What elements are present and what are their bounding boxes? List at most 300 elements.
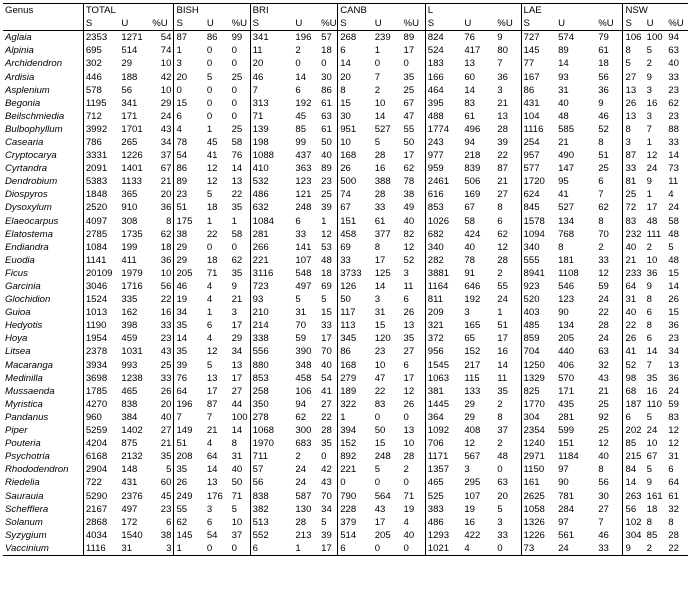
genus-specimen-table bbox=[3, 3, 688, 556]
cell-nsw-s: 52 bbox=[623, 359, 645, 372]
cell-lae-u: 205 bbox=[558, 333, 575, 345]
genus-name: Glochidion bbox=[5, 294, 51, 306]
cell-l-u: 839 bbox=[464, 163, 481, 175]
cell-lae-u: 134 bbox=[558, 320, 575, 332]
cell-bish-u: 21 bbox=[206, 425, 218, 437]
table-row bbox=[3, 136, 688, 149]
cell-lae-u: 585 bbox=[558, 123, 575, 135]
cell-bri-pctu: 35 bbox=[321, 438, 332, 450]
cell-bish-pctu: 9 bbox=[231, 281, 237, 293]
cell-nsw-s: 3 bbox=[623, 136, 645, 149]
cell-l-s: 956 bbox=[425, 345, 462, 358]
cell-bish-pctu: 29 bbox=[231, 333, 243, 345]
group-header-bish: BISH bbox=[174, 4, 250, 18]
cell-canb-u: 50 bbox=[374, 425, 386, 437]
cell-l-s: 282 bbox=[425, 254, 462, 267]
cell-l-u: 152 bbox=[464, 346, 481, 358]
cell-total-pctu: 21 bbox=[160, 438, 172, 450]
cell-bri-pctu: 15 bbox=[321, 307, 332, 319]
cell-l-s: 340 bbox=[425, 241, 462, 254]
cell-canb-u: 28 bbox=[374, 189, 386, 201]
cell-lae-pctu: 8 bbox=[598, 215, 604, 227]
cell-lae-s: 2354 bbox=[521, 424, 556, 437]
cell-l-pctu: 21 bbox=[497, 176, 508, 188]
cell-bri-pctu: 70 bbox=[321, 490, 332, 502]
subheader-nsw-u: U bbox=[645, 17, 667, 31]
cell-total-s: 3934 bbox=[83, 359, 119, 372]
cell-lae-pctu: 12 bbox=[598, 267, 609, 279]
cell-lae-pctu: 92 bbox=[598, 411, 609, 423]
cell-lae-s: 77 bbox=[521, 57, 556, 70]
cell-canb-s: 10 bbox=[338, 136, 373, 149]
cell-total-s: 1013 bbox=[83, 306, 119, 319]
cell-bish-s: 145 bbox=[174, 529, 205, 542]
cell-canb-s: 152 bbox=[338, 437, 373, 450]
cell-nsw-u: 8 bbox=[646, 516, 652, 528]
cell-bish-u: 12 bbox=[206, 163, 218, 175]
cell-bish-s: 35 bbox=[174, 345, 205, 358]
cell-bri-pctu: 17 bbox=[321, 333, 332, 345]
cell-total-u: 514 bbox=[121, 45, 138, 57]
cell-canb-s: 30 bbox=[338, 110, 373, 123]
cell-l-s: 853 bbox=[425, 201, 462, 214]
cell-bri-pctu: 22 bbox=[321, 411, 332, 423]
group-header-lae: LAE bbox=[521, 4, 623, 18]
cell-bri-pctu: 40 bbox=[321, 150, 332, 162]
table-row bbox=[3, 84, 688, 97]
cell-lae-pctu: 6 bbox=[598, 176, 604, 188]
cell-total-s: 5259 bbox=[83, 424, 119, 437]
cell-canb-u: 1 bbox=[374, 45, 381, 57]
cell-canb-s: 126 bbox=[338, 280, 373, 293]
cell-lae-s: 403 bbox=[521, 306, 556, 319]
cell-nsw-pctu: 36 bbox=[668, 372, 679, 384]
cell-bish-u: 3 bbox=[206, 503, 213, 515]
cell-canb-u: 28 bbox=[374, 150, 386, 162]
cell-total-pctu: 10 bbox=[160, 267, 172, 279]
cell-l-u: 3 bbox=[464, 307, 470, 319]
table-row bbox=[3, 306, 688, 319]
cell-lae-s: 1578 bbox=[521, 215, 556, 228]
cell-bish-s: 196 bbox=[174, 398, 205, 411]
cell-bri-s: 556 bbox=[250, 345, 293, 358]
cell-lae-pctu: 61 bbox=[598, 45, 609, 57]
cell-total-u: 1735 bbox=[121, 228, 143, 240]
cell-bish-pctu: 17 bbox=[231, 372, 243, 384]
table-row bbox=[3, 372, 688, 385]
cell-total-s: 3331 bbox=[83, 149, 119, 162]
cell-l-u: 567 bbox=[464, 451, 481, 463]
cell-l-s: 977 bbox=[425, 149, 462, 162]
cell-bish-s: 14 bbox=[174, 332, 205, 345]
cell-l-s: 395 bbox=[425, 97, 462, 110]
group-header-bri: BRI bbox=[250, 4, 338, 18]
cell-bish-u: 54 bbox=[206, 529, 218, 541]
cell-bish-s: 86 bbox=[174, 162, 205, 175]
cell-total-s: 4204 bbox=[83, 437, 119, 450]
cell-nsw-u: 17 bbox=[646, 202, 658, 214]
cell-canb-pctu: 0 bbox=[402, 542, 426, 556]
cell-l-pctu: 33 bbox=[497, 529, 508, 541]
cell-lae-s: 859 bbox=[521, 332, 556, 345]
cell-total-pctu: 18 bbox=[160, 241, 172, 253]
cell-bri-s: 266 bbox=[250, 241, 293, 254]
cell-l-pctu: 0 bbox=[497, 464, 503, 476]
cell-canb-s: 279 bbox=[338, 372, 373, 385]
cell-lae-pctu: 25 bbox=[598, 163, 609, 175]
cell-lae-u: 90 bbox=[558, 477, 569, 489]
cell-nsw-pctu: 23 bbox=[668, 333, 679, 345]
cell-bri-u: 31 bbox=[295, 307, 307, 319]
cell-lae-s: 431 bbox=[521, 97, 556, 110]
cell-canb-s: 20 bbox=[338, 70, 373, 83]
cell-lae-s: 145 bbox=[521, 44, 556, 57]
cell-nsw-u: 36 bbox=[646, 267, 658, 279]
cell-bri-u: 94 bbox=[295, 398, 307, 410]
cell-bri-s: 210 bbox=[250, 306, 293, 319]
cell-bri-u: 248 bbox=[295, 202, 312, 214]
cell-bish-u: 5 bbox=[206, 359, 213, 371]
genus-name: Vaccinium bbox=[3, 542, 83, 556]
cell-nsw-u: 24 bbox=[646, 163, 658, 175]
cell-lae-pctu: 24 bbox=[598, 294, 609, 306]
genus-name: Beilschmiedia bbox=[5, 110, 65, 122]
cell-total-u: 56 bbox=[121, 84, 133, 96]
cell-lae-u: 90 bbox=[558, 307, 569, 319]
cell-nsw-s: 84 bbox=[623, 463, 645, 476]
cell-canb-s: 168 bbox=[338, 149, 373, 162]
cell-bish-u: 86 bbox=[206, 32, 218, 44]
cell-canb-u: 10 bbox=[374, 97, 386, 109]
cell-canb-u: 205 bbox=[374, 529, 391, 541]
cell-bri-pctu: 30 bbox=[321, 71, 332, 83]
cell-total-s: 695 bbox=[83, 44, 119, 57]
cell-bri-pctu: 12 bbox=[321, 228, 332, 240]
cell-nsw-s: 13 bbox=[623, 110, 645, 123]
cell-l-s: 1026 bbox=[425, 215, 462, 228]
cell-lae-pctu: 52 bbox=[598, 123, 609, 135]
cell-nsw-s: 81 bbox=[623, 175, 645, 188]
cell-lae-u: 768 bbox=[558, 228, 575, 240]
cell-l-u: 40 bbox=[464, 241, 476, 253]
genus-name: Asplenium bbox=[5, 84, 50, 96]
cell-total-u: 1716 bbox=[121, 281, 143, 293]
cell-nsw-pctu: 48 bbox=[668, 228, 679, 240]
cell-l-s: 1545 bbox=[425, 359, 462, 372]
cell-bri-pctu: 0 bbox=[321, 451, 327, 463]
cell-canb-s: 8 bbox=[338, 84, 373, 97]
cell-bish-pctu: 8 bbox=[231, 438, 237, 450]
cell-bri-s: 278 bbox=[250, 411, 293, 424]
cell-l-pctu: 62 bbox=[497, 228, 508, 240]
cell-lae-s: 2625 bbox=[521, 489, 556, 502]
cell-canb-u: 15 bbox=[374, 320, 386, 332]
cell-total-pctu: 29 bbox=[160, 97, 172, 109]
cell-l-pctu: 16 bbox=[497, 346, 508, 358]
cell-bish-pctu: 34 bbox=[231, 346, 243, 358]
cell-canb-pctu: 2 bbox=[403, 464, 409, 476]
cell-canb-s: 6 bbox=[338, 542, 373, 556]
cell-bri-s: 1088 bbox=[250, 149, 293, 162]
cell-lae-s: 520 bbox=[521, 293, 556, 306]
cell-bri-u: 196 bbox=[295, 32, 312, 44]
cell-bish-s: 64 bbox=[174, 385, 205, 398]
cell-nsw-pctu: 13 bbox=[668, 359, 679, 371]
cell-bish-pctu: 0 bbox=[231, 84, 237, 96]
cell-canb-u: 0 bbox=[374, 477, 381, 489]
cell-nsw-pctu: 40 bbox=[668, 58, 679, 70]
cell-l-s: 525 bbox=[425, 489, 462, 502]
cell-canb-s: 67 bbox=[338, 201, 373, 214]
cell-bri-pctu: 57 bbox=[321, 32, 332, 44]
cell-lae-s: 825 bbox=[521, 385, 556, 398]
cell-l-pctu: 1 bbox=[497, 307, 503, 319]
cell-canb-pctu: 50 bbox=[403, 136, 415, 148]
cell-total-u: 308 bbox=[121, 215, 138, 227]
cell-l-s: 464 bbox=[425, 84, 462, 97]
cell-lae-u: 284 bbox=[558, 503, 575, 515]
cell-bish-u: 17 bbox=[206, 385, 218, 397]
cell-canb-s: 892 bbox=[338, 450, 373, 463]
cell-nsw-u: 5 bbox=[646, 411, 652, 423]
cell-total-u: 1226 bbox=[121, 150, 143, 162]
cell-total-s: 2378 bbox=[83, 345, 119, 358]
table-row bbox=[3, 542, 688, 556]
cell-total-u: 1979 bbox=[121, 267, 143, 279]
cell-bish-u: 4 bbox=[206, 438, 213, 450]
cell-canb-u: 16 bbox=[374, 163, 386, 175]
cell-total-s: 2868 bbox=[83, 516, 119, 529]
cell-lae-pctu: 7 bbox=[598, 516, 604, 528]
cell-l-u: 29 bbox=[464, 411, 476, 423]
cell-canb-u: 5 bbox=[374, 136, 381, 148]
cell-bri-u: 5 bbox=[295, 294, 301, 306]
cell-bri-pctu: 5 bbox=[321, 516, 327, 528]
cell-canb-pctu: 13 bbox=[403, 425, 415, 437]
genus-name: Schefflera bbox=[5, 503, 49, 515]
cell-bish-s: 55 bbox=[174, 503, 205, 516]
genus-name: Guioa bbox=[5, 307, 31, 319]
cell-l-pctu: 80 bbox=[497, 45, 508, 57]
cell-l-pctu: 48 bbox=[497, 451, 508, 463]
cell-bish-pctu: 25 bbox=[231, 123, 243, 135]
cell-bish-pctu: 58 bbox=[231, 136, 243, 148]
cell-bri-s: 71 bbox=[250, 110, 293, 123]
cell-bish-u: 14 bbox=[206, 464, 218, 476]
cell-l-s: 209 bbox=[425, 306, 462, 319]
table-row bbox=[3, 489, 688, 502]
genus-name: Elatostema bbox=[5, 228, 53, 240]
cell-nsw-u: 9 bbox=[646, 71, 652, 83]
cell-canb-u: 61 bbox=[374, 215, 386, 227]
cell-l-u: 115 bbox=[464, 372, 480, 384]
cell-canb-pctu: 55 bbox=[403, 123, 415, 135]
cell-l-u: 165 bbox=[464, 320, 481, 332]
genus-name: Bulbophyllum bbox=[5, 123, 63, 135]
cell-canb-pctu: 4 bbox=[403, 516, 409, 528]
cell-nsw-pctu: 5 bbox=[668, 241, 674, 253]
subheader-lae-pctu: %U bbox=[596, 17, 623, 31]
cell-lae-pctu: 32 bbox=[598, 359, 609, 371]
cell-lae-u: 574 bbox=[558, 32, 575, 44]
cell-total-pctu: 56 bbox=[160, 281, 172, 293]
cell-canb-pctu: 62 bbox=[403, 163, 415, 175]
cell-bri-u: 85 bbox=[295, 123, 307, 135]
cell-nsw-u: 24 bbox=[646, 425, 658, 437]
cell-bish-u: 87 bbox=[206, 398, 218, 410]
cell-bish-s: 175 bbox=[174, 215, 205, 228]
cell-bri-s: 46 bbox=[250, 70, 293, 83]
cell-canb-s: 345 bbox=[338, 332, 373, 345]
cell-l-u: 83 bbox=[464, 97, 476, 109]
cell-canb-s: 790 bbox=[338, 489, 373, 502]
cell-lae-pctu: 59 bbox=[598, 281, 609, 293]
cell-canb-u: 22 bbox=[374, 385, 386, 397]
cell-bri-u: 390 bbox=[295, 346, 312, 358]
cell-l-u: 506 bbox=[464, 176, 481, 188]
cell-canb-s: 322 bbox=[338, 398, 373, 411]
cell-bri-pctu: 27 bbox=[321, 398, 332, 410]
table-row bbox=[3, 44, 688, 57]
cell-bri-u: 6 bbox=[295, 215, 301, 227]
cell-total-s: 302 bbox=[83, 57, 119, 70]
cell-nsw-s: 232 bbox=[623, 228, 645, 241]
cell-canb-u: 83 bbox=[374, 398, 386, 410]
cell-lae-s: 73 bbox=[521, 542, 556, 556]
cell-canb-pctu: 6 bbox=[403, 359, 409, 371]
genus-name: Dysoxylum bbox=[5, 202, 52, 214]
cell-nsw-pctu: 28 bbox=[668, 529, 679, 541]
cell-bri-u: 24 bbox=[295, 464, 307, 476]
subheader-lae-u: U bbox=[556, 17, 596, 31]
cell-bish-pctu: 3 bbox=[231, 307, 237, 319]
cell-bish-pctu: 13 bbox=[231, 176, 243, 188]
cell-bish-pctu: 25 bbox=[231, 71, 243, 83]
cell-bish-pctu: 37 bbox=[231, 529, 243, 541]
cell-lae-u: 181 bbox=[558, 254, 575, 266]
cell-canb-u: 125 bbox=[374, 267, 391, 279]
cell-canb-u: 239 bbox=[374, 32, 391, 44]
cell-total-pctu: 33 bbox=[160, 320, 172, 332]
header-row-groups bbox=[3, 4, 688, 18]
cell-bish-u: 0 bbox=[206, 110, 213, 122]
cell-bish-s: 35 bbox=[174, 463, 205, 476]
cell-total-u: 1701 bbox=[121, 123, 143, 135]
cell-bri-u: 2 bbox=[295, 451, 301, 463]
cell-l-s: 243 bbox=[425, 136, 462, 149]
cell-nsw-s: 31 bbox=[623, 293, 645, 306]
cell-lae-s: 1094 bbox=[521, 228, 556, 241]
cell-l-s: 1171 bbox=[425, 450, 462, 463]
cell-bish-pctu: 44 bbox=[231, 398, 243, 410]
cell-bish-u: 6 bbox=[206, 320, 213, 332]
cell-canb-s: 50 bbox=[338, 293, 373, 306]
cell-nsw-u: 10 bbox=[646, 438, 658, 450]
genus-name: Ficus bbox=[5, 267, 28, 279]
cell-l-pctu: 5 bbox=[497, 503, 503, 515]
cell-total-pctu: 16 bbox=[160, 307, 172, 319]
cell-nsw-pctu: 23 bbox=[668, 84, 679, 96]
cell-total-u: 1401 bbox=[121, 163, 143, 175]
genus-name: Piper bbox=[5, 425, 28, 437]
cell-lae-u: 97 bbox=[558, 516, 569, 528]
cell-bish-pctu: 0 bbox=[231, 45, 237, 57]
cell-canb-pctu: 25 bbox=[403, 84, 415, 96]
cell-bri-pctu: 5 bbox=[321, 294, 327, 306]
cell-total-s: 712 bbox=[83, 110, 119, 123]
cell-bish-u: 0 bbox=[206, 58, 213, 70]
cell-bish-u: 18 bbox=[206, 254, 218, 266]
cell-l-s: 706 bbox=[425, 437, 462, 450]
cell-lae-u: 171 bbox=[558, 385, 575, 397]
table-row bbox=[3, 241, 688, 254]
cell-nsw-u: 5 bbox=[646, 45, 652, 57]
cell-total-s: 2785 bbox=[83, 228, 119, 241]
cell-total-s: 1084 bbox=[83, 241, 119, 254]
cell-nsw-u: 6 bbox=[646, 333, 652, 345]
cell-lae-s: 1226 bbox=[521, 529, 556, 542]
cell-canb-s: 228 bbox=[338, 503, 373, 516]
genus-name: Syzygium bbox=[5, 529, 47, 541]
cell-bish-u: 45 bbox=[206, 136, 218, 148]
cell-lae-pctu: 56 bbox=[598, 477, 609, 489]
cell-bri-s: 7 bbox=[250, 84, 293, 97]
cell-nsw-pctu: 62 bbox=[668, 97, 679, 109]
cell-canb-pctu: 11 bbox=[403, 281, 414, 293]
genus-name: Solanum bbox=[5, 516, 43, 528]
cell-bri-pctu: 25 bbox=[321, 189, 332, 201]
cell-bri-u: 683 bbox=[295, 438, 312, 450]
cell-lae-u: 406 bbox=[558, 359, 575, 371]
cell-lae-u: 95 bbox=[558, 176, 569, 188]
cell-l-pctu: 8 bbox=[497, 411, 503, 423]
cell-l-u: 133 bbox=[464, 385, 481, 397]
cell-nsw-pctu: 12 bbox=[668, 438, 679, 450]
cell-total-s: 4097 bbox=[83, 215, 119, 228]
cell-nsw-u: 7 bbox=[646, 359, 652, 371]
cell-total-u: 384 bbox=[121, 411, 138, 423]
cell-total-u: 1271 bbox=[121, 32, 143, 44]
cell-lae-s: 2971 bbox=[521, 450, 556, 463]
cell-canb-pctu: 28 bbox=[403, 451, 415, 463]
cell-total-pctu: 54 bbox=[160, 32, 172, 44]
cell-lae-s: 1326 bbox=[521, 516, 556, 529]
cell-nsw-u: 85 bbox=[646, 529, 658, 541]
cell-bish-u: 0 bbox=[205, 542, 230, 556]
cell-total-u: 1031 bbox=[121, 346, 143, 358]
cell-l-pctu: 28 bbox=[497, 254, 508, 266]
cell-canb-pctu: 82 bbox=[403, 228, 415, 240]
cell-nsw-s: 56 bbox=[623, 503, 645, 516]
cell-bri-s: 1084 bbox=[250, 215, 293, 228]
cell-canb-pctu: 26 bbox=[403, 307, 415, 319]
cell-nsw-u: 6 bbox=[646, 307, 652, 319]
cell-total-s: 2353 bbox=[83, 31, 119, 45]
cell-total-s: 3698 bbox=[83, 372, 119, 385]
subheader-lae-s: S bbox=[521, 17, 556, 31]
cell-nsw-pctu: 24 bbox=[668, 202, 679, 214]
group-header-l: L bbox=[425, 4, 521, 18]
subheader-canb-u: U bbox=[373, 17, 402, 31]
cell-l-pctu: 27 bbox=[497, 189, 508, 201]
cell-lae-pctu: 28 bbox=[598, 320, 609, 332]
genus-name: Euodia bbox=[5, 254, 35, 266]
cell-nsw-pctu: 14 bbox=[668, 150, 679, 162]
genus-name: Pandanus bbox=[5, 411, 49, 423]
genus-name: Psychotria bbox=[5, 451, 50, 463]
cell-bish-u: 4 bbox=[206, 281, 213, 293]
cell-lae-u: 93 bbox=[558, 71, 569, 83]
